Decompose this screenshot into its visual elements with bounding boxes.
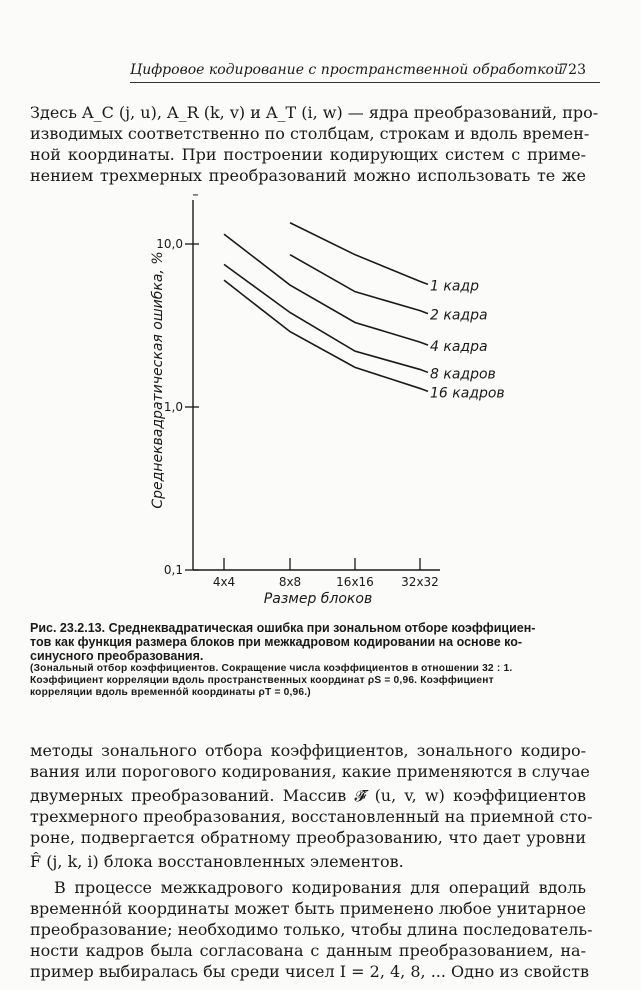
text-line: нением трехмерных преобразований можно использовать те же xyxy=(30,166,586,185)
text-line: трехмерного преобразования, восстановленный на приемной сто- xyxy=(30,807,593,826)
x-tick-label: 4x4 xyxy=(212,575,236,589)
series-label: 2 кадра xyxy=(430,307,488,324)
series-line xyxy=(290,223,428,285)
caption-note-line: корреляции вдоль временнóй координаты ρT = 0,96.) xyxy=(30,687,311,698)
text-line: F̂ (j, k, i) блока восстановленных элементов. xyxy=(30,852,404,871)
body-paragraph xyxy=(30,740,593,872)
series-label: 8 кадров xyxy=(430,366,496,383)
text-line: роне, подвергается обратному преобразованию, что дает уровни xyxy=(30,828,586,847)
y-tick-label: 1,0 xyxy=(163,400,183,414)
series-label: 4 кадра xyxy=(430,339,488,356)
caption-line: Рис. 23.2.13. Среднеквадратическая ошибка при зональном отборе коэффициен- xyxy=(30,621,536,635)
intro-paragraph xyxy=(30,102,599,186)
x-tick-label: 32x32 xyxy=(401,575,439,589)
caption-line: синусного преобразования. xyxy=(30,649,204,663)
series-line xyxy=(290,255,428,314)
final-paragraph xyxy=(30,877,593,982)
text-line: В процессе межкадрового кодирования для операций вдоль xyxy=(54,878,586,897)
y-tick-label: 0,1 xyxy=(163,563,183,577)
series-line xyxy=(224,264,428,372)
text-line: ности кадров была согласована с данным преобразованием, на- xyxy=(30,941,586,960)
text-line: методы зонального отбора коэффициентов, зонального кодиро- xyxy=(30,741,586,760)
caption-note-line: Коэффициент корреляции вдоль пространственных координат ρS = 0,96. Коэффициент xyxy=(30,675,494,686)
y-axis-label: Среднеквадратическая ошибка, % xyxy=(150,251,166,509)
running-header xyxy=(130,60,600,83)
text-line: двумерных преобразований. Массив 𝓕̂ (u, v, w) коэффициентов xyxy=(30,786,586,805)
text-line: временнóй координаты может быть применено любое унитарное xyxy=(30,899,586,918)
text-line: вания или порогового кодирования, какие применяются в случае xyxy=(30,762,590,781)
text-line: изводимых соответственно по столбцам, строкам и вдоль времен- xyxy=(30,124,590,143)
series-line xyxy=(224,234,428,345)
caption-line: тов как функция размера блоков при межкадровом кодировании на основе ко- xyxy=(30,635,523,649)
text-line: Здесь A_C (j, u), A_R (k, v) и A_T (i, w) — ядра преобразований, про- xyxy=(30,103,599,122)
text-line: ной координаты. При построении кодирующих систем с приме- xyxy=(30,145,586,164)
text-line: преобразование; необходимо только, чтобы длина последователь- xyxy=(30,920,593,939)
caption-note-line: (Зональный отбор коэффициентов. Сокращение числа коэффициентов в отношении 32 : 1. xyxy=(30,663,513,674)
x-tick-label: 16x16 xyxy=(336,575,374,589)
x-tick-label: 8x8 xyxy=(278,575,302,589)
page-number: 723 xyxy=(559,62,586,78)
series-line xyxy=(224,280,428,391)
y-tick-label: 10,0 xyxy=(156,237,183,251)
series-label: 16 кадров xyxy=(430,385,505,402)
running-title: Цифровое кодирование с пространственной обработкой xyxy=(130,62,563,78)
figure-caption xyxy=(30,621,586,699)
text-line: пример выбиралась бы среди чисел I = 2, 4, 8, ... Одно из свойств xyxy=(30,962,589,981)
series-label: 1 кадр xyxy=(430,278,479,295)
x-axis-label: Размер блоков xyxy=(263,591,373,607)
